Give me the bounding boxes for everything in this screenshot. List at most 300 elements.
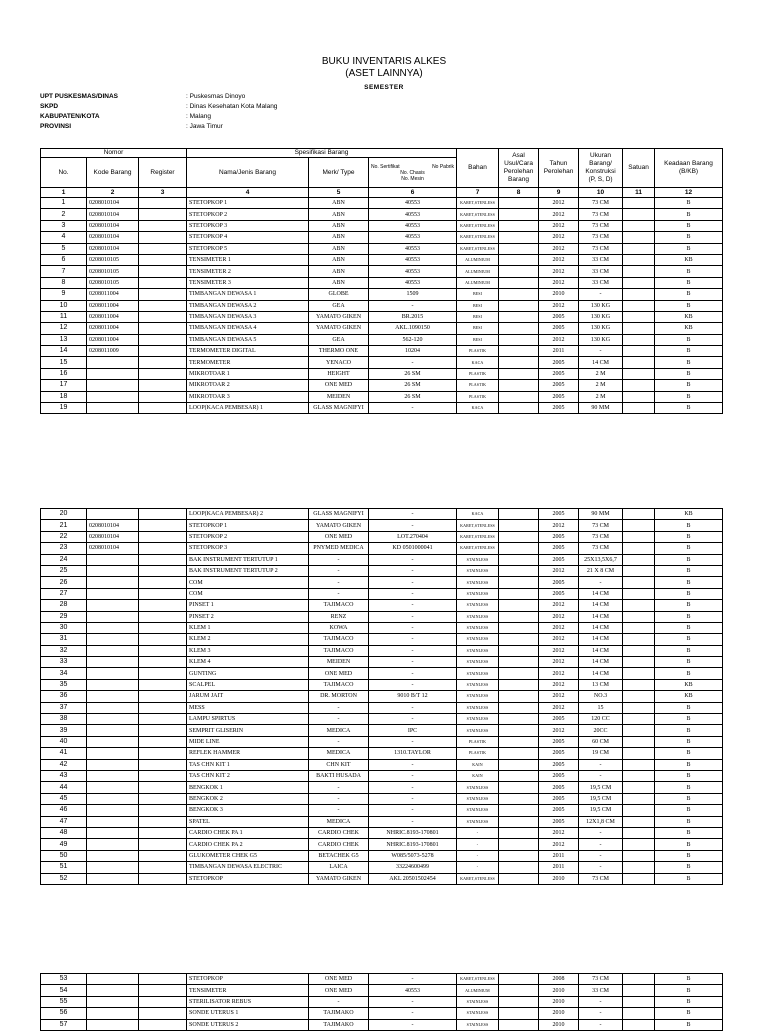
row-seri: 40553 <box>369 243 457 254</box>
row-kode: 0208010104 <box>87 220 139 231</box>
row-kode: 0208010105 <box>87 266 139 277</box>
row-merk: BETACHEK G5 <box>309 850 369 861</box>
row-nama: CARDIO CHEK PA 2 <box>187 839 309 850</box>
table-row <box>41 679 723 690</box>
row-nama: MIKROTOAR 2 <box>187 380 309 391</box>
row-ukuran: - <box>579 770 623 781</box>
row-satuan <box>623 220 655 231</box>
row-ukuran: 19,5 CM <box>579 805 623 816</box>
row-ukuran: 130 KG <box>579 311 623 322</box>
row-kode <box>87 600 139 611</box>
inventory-table-1 <box>40 148 723 414</box>
row-merk: - <box>309 793 369 804</box>
row-tahun: 2012 <box>539 565 579 576</box>
row-seri: - <box>369 403 457 414</box>
row-ukuran: 73 CM <box>579 520 623 531</box>
row-kode <box>87 622 139 633</box>
row-ukuran: 15 <box>579 702 623 713</box>
page-subtitle: (ASET LAINNYA) <box>345 68 423 79</box>
row-kode <box>87 873 139 884</box>
row-bahan: STAINLESS <box>457 554 499 565</box>
row-seri: 26 SM <box>369 368 457 379</box>
row-seri: 1310.TAYLOR <box>369 748 457 759</box>
row-number: 1 <box>41 198 87 209</box>
row-merk: MEDICA <box>309 725 369 736</box>
row-keadaan: KB <box>655 691 723 702</box>
row-keadaan: B <box>655 816 723 827</box>
row-satuan <box>623 985 655 996</box>
table-body-2 <box>41 509 723 885</box>
row-register <box>139 668 187 679</box>
row-number: 38 <box>41 714 87 725</box>
row-bahan: BESI <box>457 300 499 311</box>
row-kode: 0208011004 <box>87 300 139 311</box>
row-bahan: BESI <box>457 323 499 334</box>
row-seri: LOT.270404 <box>369 531 457 542</box>
row-register <box>139 554 187 565</box>
row-satuan <box>623 611 655 622</box>
row-nama: REFLEK HAMMER <box>187 748 309 759</box>
row-seri: - <box>369 565 457 576</box>
row-bahan: KACA <box>457 509 499 520</box>
row-ukuran: 73 CM <box>579 543 623 554</box>
row-satuan <box>623 1019 655 1030</box>
row-register <box>139 793 187 804</box>
header-merk: Merk/ Type <box>309 158 369 188</box>
row-bahan: KAIN <box>457 759 499 770</box>
row-kode <box>87 725 139 736</box>
row-merk: TAJIMAKO <box>309 1019 369 1030</box>
row-register <box>139 679 187 690</box>
row-tahun: 2005 <box>539 770 579 781</box>
meta-label: SKPD <box>40 103 59 110</box>
row-kode <box>87 714 139 725</box>
row-register <box>139 577 187 588</box>
row-number: 46 <box>41 805 87 816</box>
row-bahan: BESI <box>457 334 499 345</box>
row-bahan: STAINLESS <box>457 645 499 656</box>
table-row <box>41 974 723 985</box>
row-keadaan: B <box>655 277 723 288</box>
table-row <box>41 634 723 645</box>
row-register <box>139 839 187 850</box>
row-keadaan: B <box>655 334 723 345</box>
row-bahan: ALUMINIUM <box>457 266 499 277</box>
row-number: 55 <box>41 996 87 1007</box>
row-satuan <box>623 759 655 770</box>
table-row <box>41 622 723 633</box>
row-bahan: STAINLESS <box>457 1019 499 1030</box>
header-register: Register <box>139 158 187 188</box>
row-kode <box>87 554 139 565</box>
table-row <box>41 873 723 884</box>
table-row <box>41 323 723 334</box>
row-asal <box>499 622 539 633</box>
row-bahan: PLASTIK <box>457 346 499 357</box>
row-ukuran: 13 CM <box>579 679 623 690</box>
row-ukuran: 73 CM <box>579 531 623 542</box>
row-register <box>139 805 187 816</box>
table-body-3 <box>41 974 723 1031</box>
row-satuan <box>623 782 655 793</box>
row-tahun: 2012 <box>539 839 579 850</box>
column-number: 10 <box>579 188 623 198</box>
row-number: 41 <box>41 748 87 759</box>
row-merk: TAJIMAKO <box>309 1008 369 1019</box>
row-satuan <box>623 311 655 322</box>
row-asal <box>499 600 539 611</box>
row-tahun: 2005 <box>539 554 579 565</box>
row-tahun: 2012 <box>539 198 579 209</box>
row-register <box>139 289 187 300</box>
row-satuan <box>623 679 655 690</box>
row-number: 27 <box>41 588 87 599</box>
row-merk: ONE MED <box>309 380 369 391</box>
table-row <box>41 520 723 531</box>
row-number: 48 <box>41 827 87 838</box>
row-seri: 10204 <box>369 346 457 357</box>
row-merk: CARDIO CHEK <box>309 827 369 838</box>
row-seri: - <box>369 782 457 793</box>
row-keadaan: B <box>655 996 723 1007</box>
row-nama: BAK INSTRUMENT TERTUTUP 1 <box>187 554 309 565</box>
row-number: 56 <box>41 1008 87 1019</box>
meta-label: PROVINSI <box>40 123 72 130</box>
row-register <box>139 311 187 322</box>
row-keadaan: B <box>655 300 723 311</box>
row-asal <box>499 748 539 759</box>
row-ukuran: 12X1,8 CM <box>579 816 623 827</box>
row-seri: - <box>369 657 457 668</box>
header-ukuran: Ukuran Barang/ Konstruksi (P, S, D) <box>579 149 623 188</box>
row-tahun: 2005 <box>539 391 579 402</box>
row-tahun: 2005 <box>539 531 579 542</box>
row-register <box>139 759 187 770</box>
row-register <box>139 714 187 725</box>
table-row <box>41 266 723 277</box>
row-keadaan: B <box>655 634 723 645</box>
row-register <box>139 816 187 827</box>
row-keadaan: B <box>655 793 723 804</box>
row-tahun: 2012 <box>539 679 579 690</box>
row-merk: ABN <box>309 277 369 288</box>
table-row <box>41 759 723 770</box>
row-nama: STETOPKOP 1 <box>187 198 309 209</box>
row-kode: 0208011004 <box>87 334 139 345</box>
row-asal <box>499 679 539 690</box>
row-seri: W085/5073-5278 <box>369 850 457 861</box>
row-keadaan: KB <box>655 323 723 334</box>
row-satuan <box>623 873 655 884</box>
row-number: 14 <box>41 346 87 357</box>
row-keadaan: B <box>655 531 723 542</box>
row-register <box>139 873 187 884</box>
row-bahan: - <box>457 862 499 873</box>
row-bahan: STAINLESS <box>457 691 499 702</box>
row-ukuran: 73 CM <box>579 220 623 231</box>
row-merk: YAMATO GIKEN <box>309 873 369 884</box>
row-seri: 9010 B/T 12 <box>369 691 457 702</box>
row-merk: TAJIMACO <box>309 634 369 645</box>
row-nama: CARDIO CHEK PA 1 <box>187 827 309 838</box>
row-number: 16 <box>41 368 87 379</box>
row-kode: 0208010104 <box>87 232 139 243</box>
row-merk: YAMATO GIKEN <box>309 323 369 334</box>
row-satuan <box>623 334 655 345</box>
row-asal <box>499 862 539 873</box>
row-ukuran: 33 CM <box>579 266 623 277</box>
table-row <box>41 645 723 656</box>
row-satuan <box>623 725 655 736</box>
row-number: 50 <box>41 850 87 861</box>
row-asal <box>499 782 539 793</box>
row-satuan <box>623 588 655 599</box>
row-tahun: 2012 <box>539 645 579 656</box>
row-bahan: STAINLESS <box>457 588 499 599</box>
row-tahun: 2012 <box>539 300 579 311</box>
row-number: 40 <box>41 736 87 747</box>
table-row <box>41 311 723 322</box>
row-kode: 0208010104 <box>87 198 139 209</box>
header-pabrik: No Pabrik <box>432 163 455 170</box>
row-bahan: STAINLESS <box>457 805 499 816</box>
header-spesifikasi: Spesifikasi Barang <box>187 149 457 158</box>
row-satuan <box>623 565 655 576</box>
row-seri: - <box>369 577 457 588</box>
row-bahan: PLASTIK <box>457 736 499 747</box>
row-nama: STETOPKOP <box>187 873 309 884</box>
row-asal <box>499 634 539 645</box>
row-bahan: KARET,STENLESS <box>457 220 499 231</box>
row-ukuran: 33 CM <box>579 254 623 265</box>
row-bahan: BESI <box>457 289 499 300</box>
header-kode: Kode Barang <box>87 158 139 188</box>
row-number: 44 <box>41 782 87 793</box>
row-satuan <box>623 736 655 747</box>
row-merk: - <box>309 782 369 793</box>
row-asal <box>499 759 539 770</box>
row-asal <box>499 254 539 265</box>
row-asal <box>499 996 539 1007</box>
row-register <box>139 1019 187 1030</box>
row-nama: LOOP(KACA PEMBESAR) 2 <box>187 509 309 520</box>
row-asal <box>499 277 539 288</box>
row-merk: TAJIMACO <box>309 645 369 656</box>
row-merk: YAMATO GIKEN <box>309 520 369 531</box>
row-ukuran: - <box>579 759 623 770</box>
row-asal <box>499 289 539 300</box>
row-tahun: 2005 <box>539 736 579 747</box>
row-register <box>139 243 187 254</box>
row-kode <box>87 1008 139 1019</box>
row-number: 17 <box>41 380 87 391</box>
row-register <box>139 357 187 368</box>
row-kode <box>87 748 139 759</box>
row-ukuran: 19,5 CM <box>579 782 623 793</box>
row-asal <box>499 209 539 220</box>
row-kode: 0208011009 <box>87 346 139 357</box>
row-seri: - <box>369 1019 457 1030</box>
row-tahun: 2005 <box>539 805 579 816</box>
row-keadaan: B <box>655 862 723 873</box>
row-register <box>139 266 187 277</box>
table-row <box>41 334 723 345</box>
row-nama: LOOP(KACA PEMBESAR) 1 <box>187 403 309 414</box>
row-number: 6 <box>41 254 87 265</box>
row-bahan: KARET,STENLESS <box>457 209 499 220</box>
row-seri: 40553 <box>369 198 457 209</box>
row-bahan: STAINLESS <box>457 1008 499 1019</box>
row-satuan <box>623 850 655 861</box>
row-satuan <box>623 266 655 277</box>
row-asal <box>499 403 539 414</box>
row-tahun: 2005 <box>539 782 579 793</box>
row-number: 23 <box>41 543 87 554</box>
row-number: 12 <box>41 323 87 334</box>
row-merk: PNYMED MEDICA <box>309 543 369 554</box>
row-nama: TAS CHN KIT 2 <box>187 770 309 781</box>
row-register <box>139 862 187 873</box>
row-nama: TERMOMETER <box>187 357 309 368</box>
row-seri: - <box>369 668 457 679</box>
row-asal <box>499 702 539 713</box>
row-bahan: KARET,STENLESS <box>457 232 499 243</box>
row-kode <box>87 368 139 379</box>
row-ukuran: 33 CM <box>579 277 623 288</box>
row-register <box>139 782 187 793</box>
header-nomor: Nomor <box>41 149 187 158</box>
row-tahun: 2012 <box>539 634 579 645</box>
row-kode <box>87 577 139 588</box>
table-row <box>41 565 723 576</box>
row-bahan: STAINLESS <box>457 679 499 690</box>
row-seri: BR.2015 <box>369 311 457 322</box>
row-tahun: 2005 <box>539 793 579 804</box>
table-row <box>41 209 723 220</box>
row-nama: STETOPKOP 3 <box>187 220 309 231</box>
row-merk: CARDIO CHEK <box>309 839 369 850</box>
row-nama: PINSET 2 <box>187 611 309 622</box>
meta-value: : Jawa Timur <box>186 123 223 130</box>
header-tahun: Tahun Perolehan <box>539 149 579 188</box>
row-kode <box>87 996 139 1007</box>
table-row <box>41 232 723 243</box>
row-nama: SONDE UTERUS 1 <box>187 1008 309 1019</box>
row-register <box>139 748 187 759</box>
row-satuan <box>623 839 655 850</box>
row-keadaan: B <box>655 974 723 985</box>
row-satuan <box>623 862 655 873</box>
row-keadaan: B <box>655 805 723 816</box>
header-bahan: Bahan <box>457 149 499 188</box>
row-register <box>139 974 187 985</box>
row-keadaan: B <box>655 391 723 402</box>
table-row <box>41 736 723 747</box>
row-number: 20 <box>41 509 87 520</box>
table-row <box>41 1008 723 1019</box>
row-seri: 40553 <box>369 266 457 277</box>
row-satuan <box>623 543 655 554</box>
row-asal <box>499 346 539 357</box>
row-tahun: 2005 <box>539 588 579 599</box>
row-tahun: 2005 <box>539 509 579 520</box>
row-satuan <box>623 209 655 220</box>
meta-value: : Dinas Kesehatan Kota Malang <box>186 103 278 110</box>
row-bahan: KARET,STENLESS <box>457 531 499 542</box>
table-row <box>41 816 723 827</box>
row-register <box>139 323 187 334</box>
row-tahun: 2005 <box>539 311 579 322</box>
row-bahan: KAIN <box>457 770 499 781</box>
row-asal <box>499 827 539 838</box>
row-asal <box>499 985 539 996</box>
header-row-group <box>41 149 723 158</box>
row-bahan: STAINLESS <box>457 816 499 827</box>
row-nama: STETOPKOP 5 <box>187 243 309 254</box>
row-merk: THERMO ONE <box>309 346 369 357</box>
row-kode <box>87 403 139 414</box>
row-ukuran: 25X13,5X6,7 <box>579 554 623 565</box>
row-number: 8 <box>41 277 87 288</box>
row-nama: STETOPKOP 4 <box>187 232 309 243</box>
row-keadaan: B <box>655 209 723 220</box>
row-number: 33 <box>41 657 87 668</box>
row-number: 35 <box>41 679 87 690</box>
table-row <box>41 1019 723 1030</box>
row-register <box>139 277 187 288</box>
row-asal <box>499 198 539 209</box>
row-register <box>139 622 187 633</box>
row-seri: - <box>369 793 457 804</box>
row-satuan <box>623 243 655 254</box>
row-number: 52 <box>41 873 87 884</box>
row-seri: 40553 <box>369 209 457 220</box>
row-keadaan: B <box>655 985 723 996</box>
row-bahan: STAINLESS <box>457 793 499 804</box>
row-keadaan: B <box>655 403 723 414</box>
row-kode <box>87 1019 139 1030</box>
row-satuan <box>623 531 655 542</box>
row-asal <box>499 725 539 736</box>
row-satuan <box>623 300 655 311</box>
row-tahun: 2012 <box>539 209 579 220</box>
row-kode <box>87 645 139 656</box>
row-seri: - <box>369 509 457 520</box>
row-register <box>139 254 187 265</box>
row-nama: TERMOMETER DIGITAL <box>187 346 309 357</box>
row-ukuran: 73 CM <box>579 873 623 884</box>
row-seri: IPC <box>369 725 457 736</box>
table-body-1 <box>41 198 723 414</box>
row-bahan: STAINLESS <box>457 577 499 588</box>
row-merk: TAJIMACO <box>309 679 369 690</box>
row-ukuran: 90 MM <box>579 403 623 414</box>
row-tahun: 2005 <box>539 816 579 827</box>
table-row <box>41 600 723 611</box>
row-kode <box>87 759 139 770</box>
row-nama: LAMPU SPIRTUS <box>187 714 309 725</box>
row-kode: 0208011004 <box>87 311 139 322</box>
row-asal <box>499 520 539 531</box>
row-nama: STETOPKOP 2 <box>187 209 309 220</box>
row-register <box>139 996 187 1007</box>
row-bahan: STAINLESS <box>457 611 499 622</box>
row-ukuran: 2 M <box>579 368 623 379</box>
row-nama: MIKROTOAR 3 <box>187 391 309 402</box>
row-number: 9 <box>41 289 87 300</box>
column-number: 6 <box>369 188 457 198</box>
row-merk: ABN <box>309 220 369 231</box>
